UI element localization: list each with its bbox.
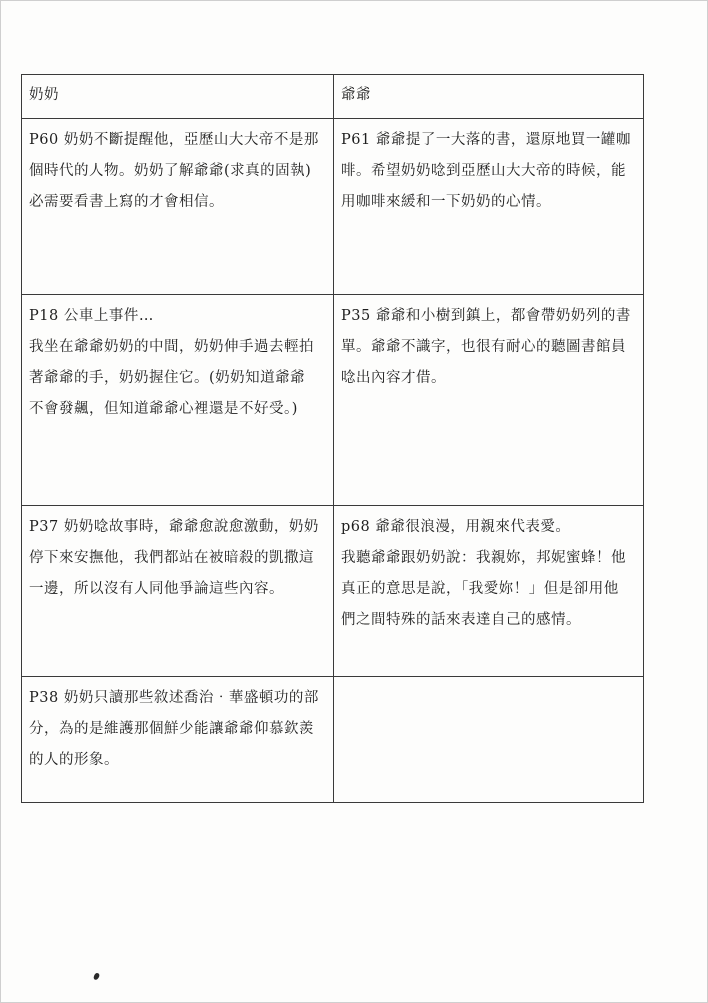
grandpa-note-p68 xyxy=(334,506,644,677)
note-line: 分，為的是維護那個鮮少能讓爺爺仰慕欽羨 xyxy=(29,721,314,737)
note-line: 單。爺爺不識字，也很有耐心的聽圖書館員 xyxy=(341,339,626,355)
note-line: 我坐在爺爺奶奶的中間，奶奶伸手過去輕拍 xyxy=(29,339,314,355)
scan-speck xyxy=(93,972,100,980)
note-line: P61 爺爺提了一大落的書，還原地買一罐咖 xyxy=(341,132,631,148)
header-grandma: 奶奶 xyxy=(22,75,334,119)
note-line: 個時代的人物。奶奶了解爺爺(求真的固執) xyxy=(29,163,312,179)
note-line: 們之間特殊的話來表達自己的感情。 xyxy=(341,612,581,628)
grandpa-note-p61 xyxy=(334,119,644,295)
note-line: 用咖啡來緩和一下奶奶的心情。 xyxy=(341,194,551,210)
note-line: p68 爺爺很浪漫，用親來代表愛。 xyxy=(341,519,571,535)
note-line: 的人的形象。 xyxy=(29,752,119,768)
note-line: 唸出內容才借。 xyxy=(341,370,446,386)
note-line: P37 奶奶唸故事時，爺爺愈說愈激動，奶奶 xyxy=(29,519,319,535)
note-line: 必需要看書上寫的才會相信。 xyxy=(29,194,224,210)
grandpa-note-p35 xyxy=(334,295,644,506)
note-line: 真正的意思是說，「我愛妳！」但是卻用他 xyxy=(341,581,619,597)
note-line: P38 奶奶只讀那些敘述喬治‧華盛頓功的部 xyxy=(29,690,319,706)
table-row xyxy=(22,677,644,803)
empty-cell xyxy=(334,677,644,803)
grandma-note-p37 xyxy=(22,506,334,677)
note-line: P18 公車上事件… xyxy=(29,308,154,324)
note-line: P60 奶奶不斷提醒他，亞歷山大大帝不是那 xyxy=(29,132,319,148)
grandma-note-p38 xyxy=(22,677,334,803)
grandma-note-p18 xyxy=(22,295,334,506)
note-line: 著爺爺的手，奶奶握住它。(奶奶知道爺爺 xyxy=(29,370,306,386)
grandma-note-p60 xyxy=(22,119,334,295)
note-line: 一邊，所以沒有人同他爭論這些內容。 xyxy=(29,581,284,597)
header-row xyxy=(22,75,644,119)
note-line: 不會發飆，但知道爺爺心裡還是不好受。) xyxy=(29,401,298,417)
header-grandpa: 爺爺 xyxy=(334,75,644,119)
note-line: P35 爺爺和小樹到鎮上，都會帶奶奶列的書 xyxy=(341,308,631,324)
note-line: 停下來安撫他，我們都站在被暗殺的凱撒這 xyxy=(29,550,314,566)
note-line: 我聽爺爺跟奶奶說：我親妳，邦妮蜜蜂！他 xyxy=(341,550,626,566)
table-row xyxy=(22,119,644,295)
table-row xyxy=(22,506,644,677)
table-row xyxy=(22,295,644,506)
note-line: 啡。希望奶奶唸到亞歷山大大帝的時候，能 xyxy=(341,163,626,179)
comparison-table xyxy=(21,74,644,803)
